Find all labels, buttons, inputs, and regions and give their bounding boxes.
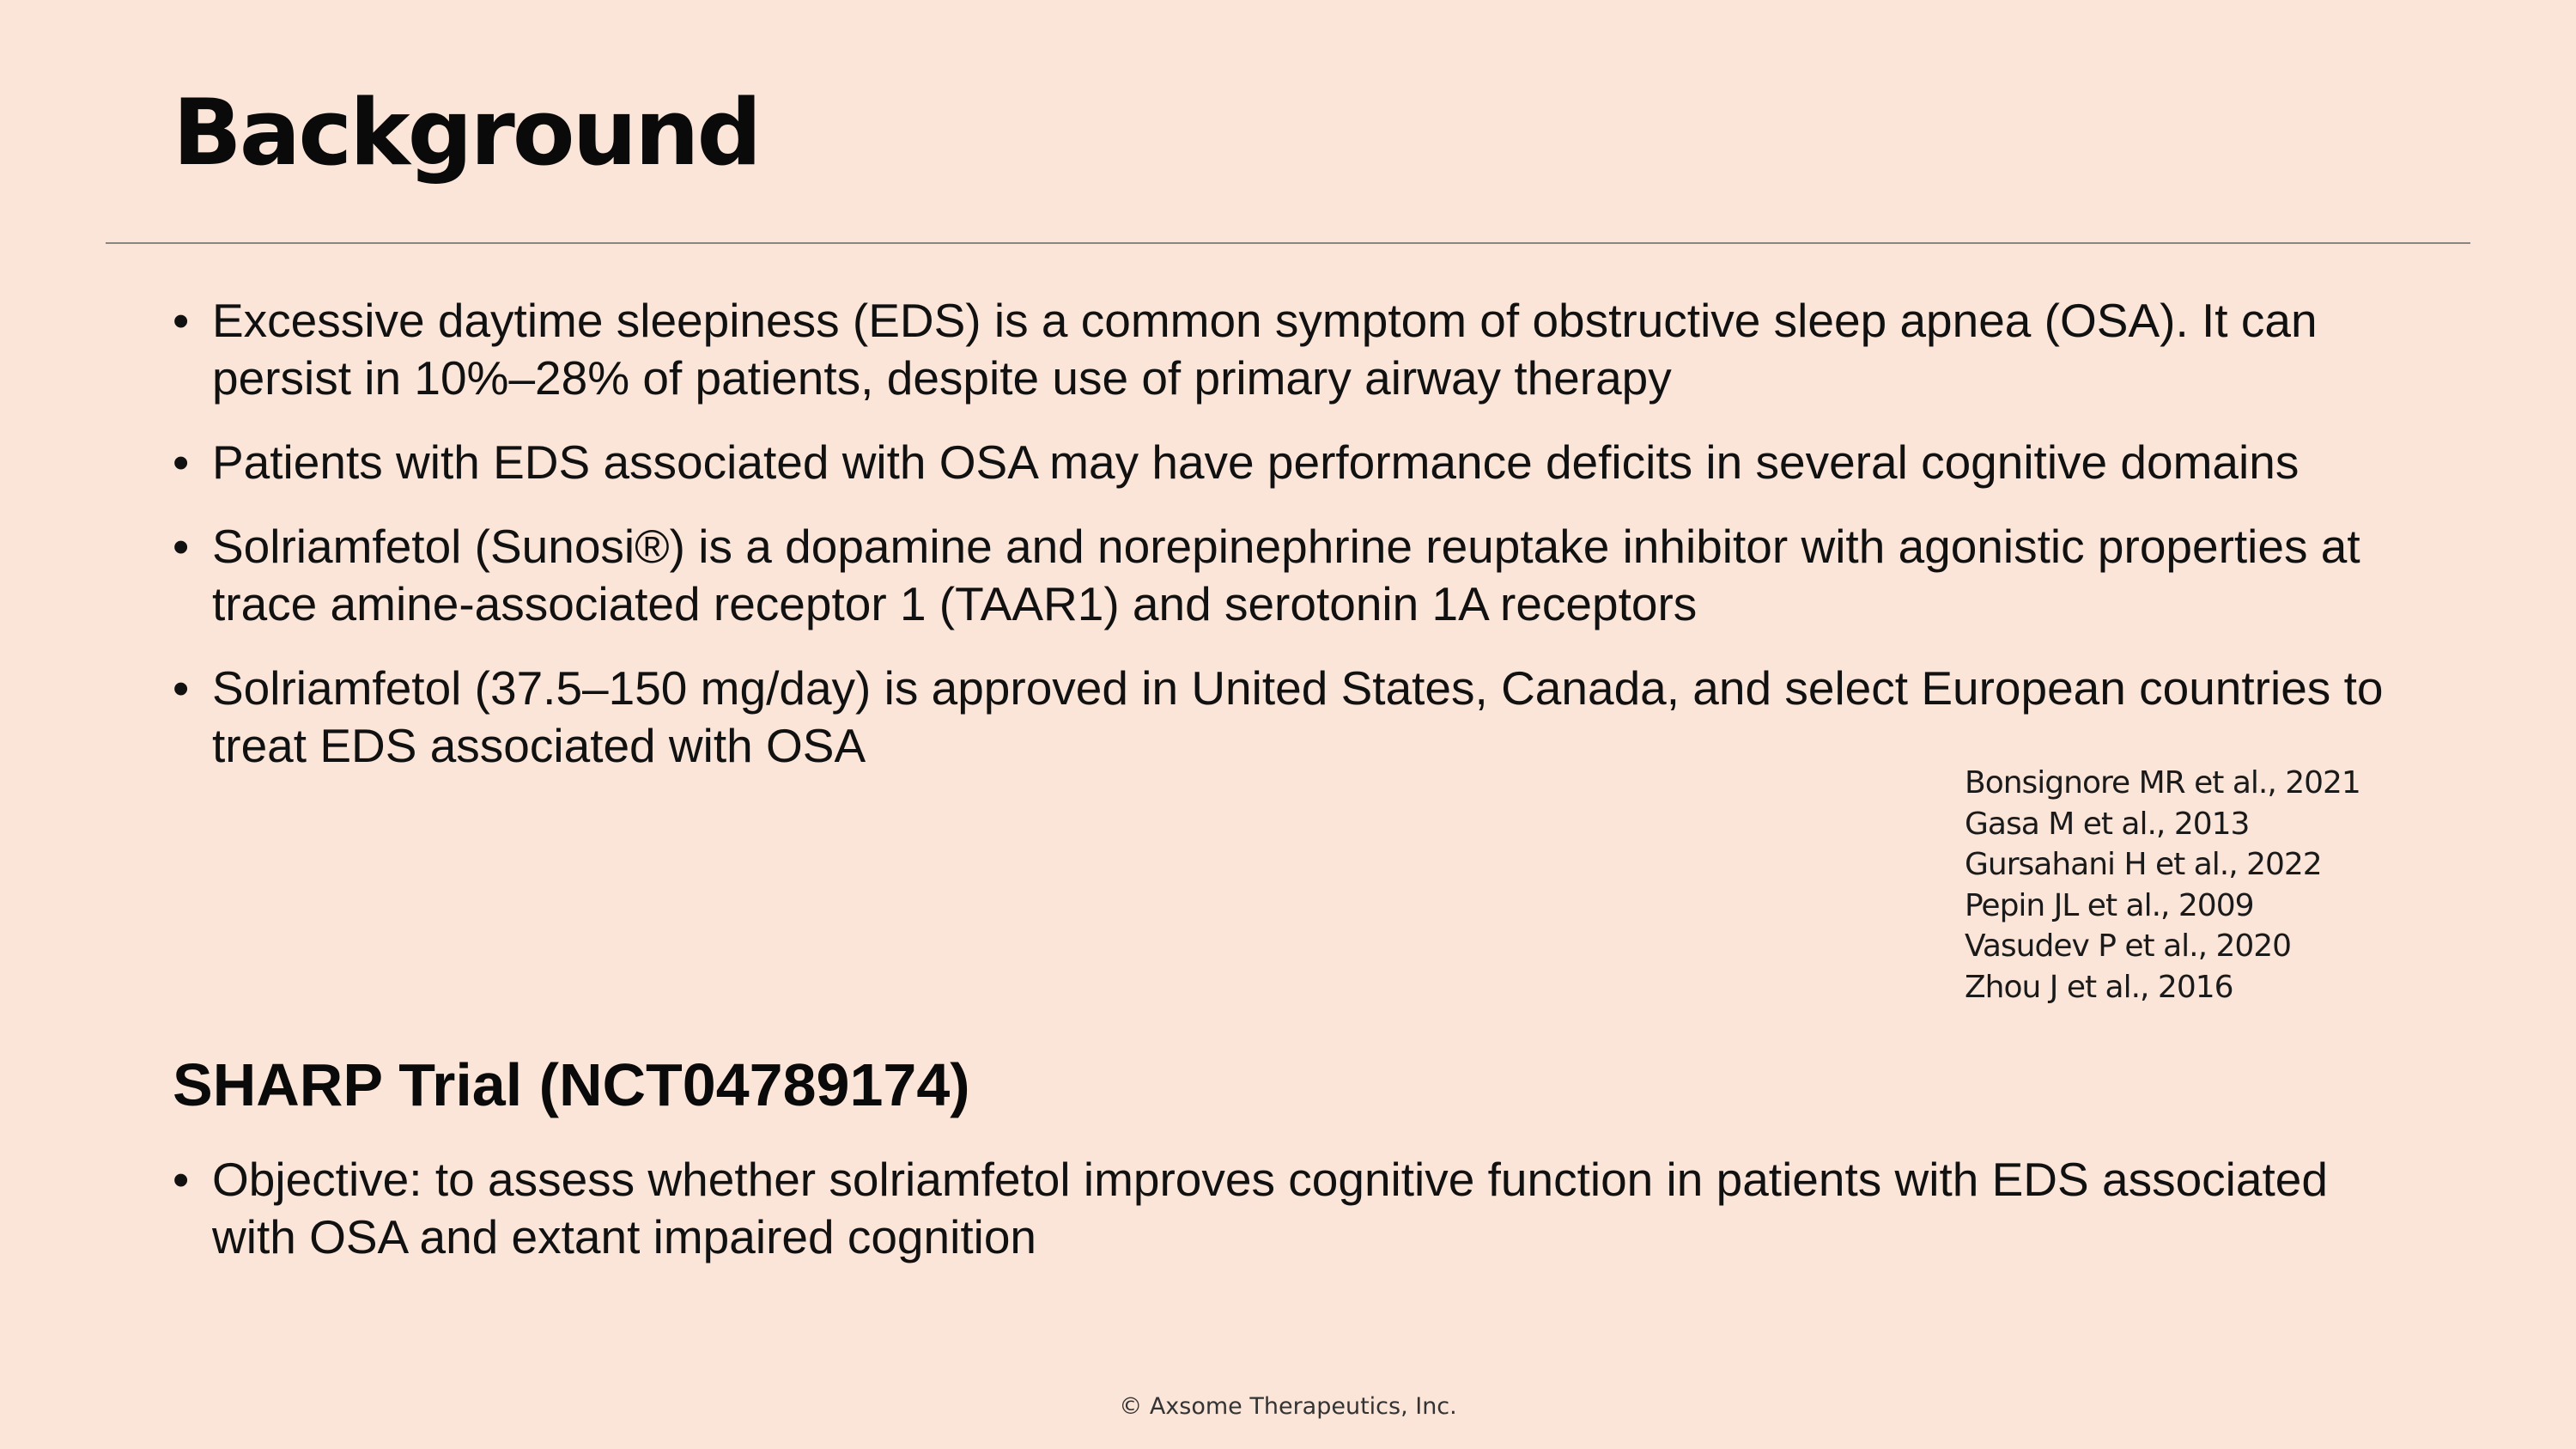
reference-list bbox=[1965, 763, 2360, 1008]
sharp-bullet-list bbox=[173, 1151, 2405, 1266]
bullet-item: • Excessive daytime sleepiness (EDS) is a common symptom of obstructive sleep apnea (OSA). It can persist in 10%–28% of patients, despite use of primary airway therapy bbox=[173, 292, 2405, 407]
reference-item: Gasa M et al., 2013 bbox=[1965, 806, 2250, 842]
title-divider bbox=[106, 242, 2470, 244]
slide-title: Background bbox=[173, 80, 760, 186]
bullet-item: • Solriamfetol (Sunosi®) is a dopamine and norepinephrine reuptake inhibitor with agonistic properties at trace amine-associated receptor 1 (TAAR1) and serotonin 1A receptors bbox=[173, 518, 2405, 633]
reference-item: Bonsignore MR et al., 2021 bbox=[1965, 765, 2360, 801]
bullet-item: • Objective: to assess whether solriamfetol improves cognitive function in patients with EDS associated with OSA and extant impaired cognition bbox=[173, 1151, 2405, 1266]
reference-item: Gursahani H et al., 2022 bbox=[1965, 847, 2322, 883]
bullet-item: • Solriamfetol (37.5–150 mg/day) is approved in United States, Canada, and select European countries to treat EDS associated with OSA bbox=[173, 660, 2405, 775]
background-bullet-list bbox=[173, 292, 2405, 801]
bullet-item: • Patients with EDS associated with OSA may have performance deficits in several cognitive domains bbox=[173, 434, 2405, 491]
reference-item: Vasudev P et al., 2020 bbox=[1965, 928, 2292, 965]
reference-item: Zhou J et al., 2016 bbox=[1965, 969, 2233, 1005]
sharp-trial-heading: SHARP Trial (NCT04789174) bbox=[173, 1051, 970, 1118]
copyright-footer: © Axsome Therapeutics, Inc. bbox=[1119, 1393, 1457, 1420]
reference-item: Pepin JL et al., 2009 bbox=[1965, 887, 2254, 923]
